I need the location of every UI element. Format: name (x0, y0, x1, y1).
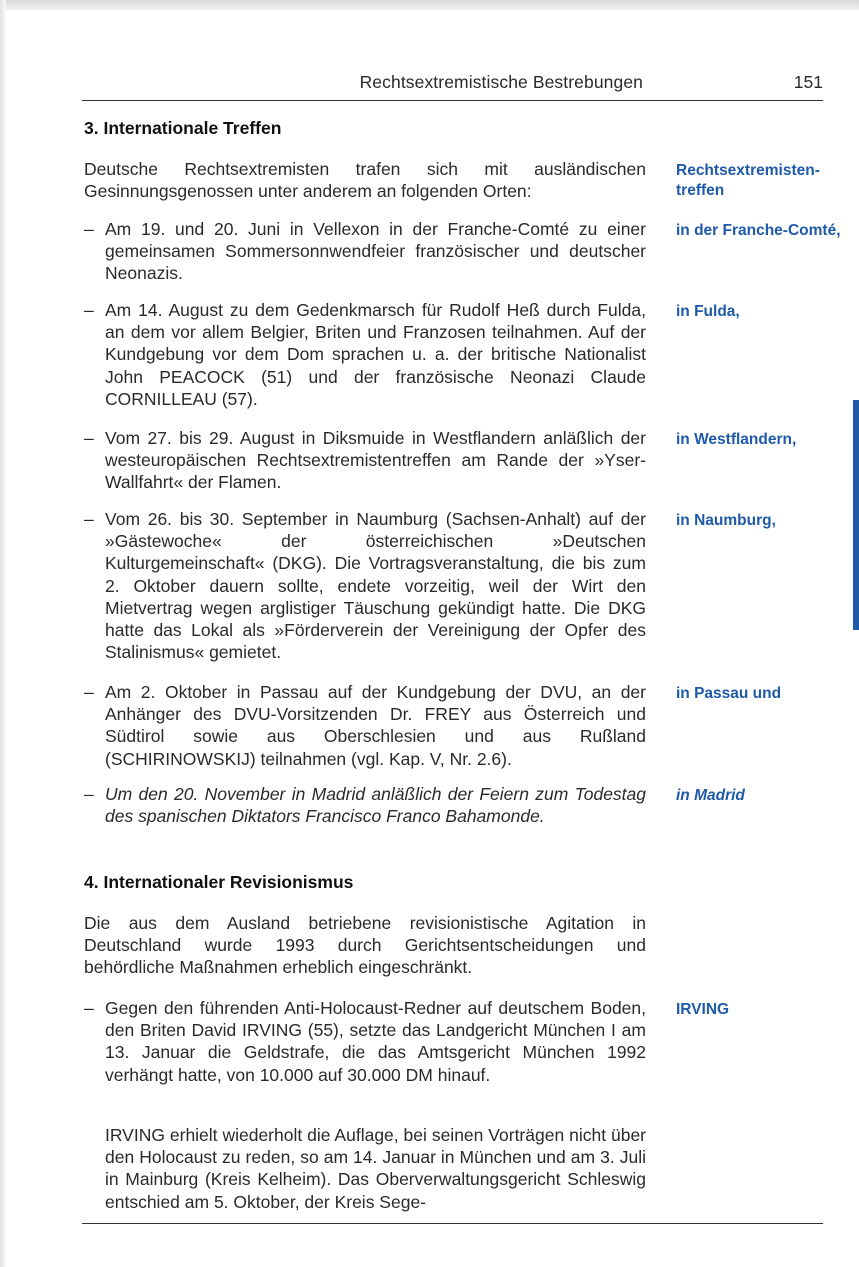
list-dash: – (84, 998, 94, 1018)
list-item (84, 218, 646, 285)
section-4-intro: Die aus dem Ausland betriebene revisionistische Agitation in Deutschland wurde 1993 durch Gerichtsentscheidungen und behördliche Maßnahmen erheblich eingeschränkt. (84, 913, 646, 978)
scan-left-edge (0, 0, 6, 1267)
list-dash: – (84, 509, 94, 529)
margin-note: in Fulda, (676, 303, 740, 320)
section-4-heading: 4. Internationaler Revisionismus (84, 872, 354, 892)
continuation-paragraph: IRVING erhielt wiederholt die Auflage, bei seinen Vorträgen nicht über den Holocaust zu reden, so am 14. Januar in München und am 3. Juli in Mainburg (Kreis Kelheim). Das Oberverwaltungsgericht Schleswig entschied am 5. Oktober, der Kreis Sege- (105, 1125, 646, 1212)
section-3-intro: Deutsche Rechtsextremisten trafen sich mit ausländischen Gesinnungsgenossen unter anderem an folgenden Orten: (84, 159, 646, 202)
list-item (84, 427, 646, 494)
list-item-text: Um den 20. November in Madrid anläßlich der Feiern zum Todestag des spanischen Diktators Francisco Franco Bahamonde. (105, 784, 646, 827)
list-item (84, 681, 646, 770)
list-item-text: Am 2. Oktober in Passau auf der Kundgebung der DVU, an der Anhänger des DVU-Vorsitzenden Dr. FREY aus Österreich und Südtirol sowie aus Oberschlesien und aus Rußland (SCHIRINOWSKIJ) teilnahmen (vgl. Kap. V, Nr. 2.6). (105, 682, 646, 769)
list-dash: – (84, 784, 94, 804)
list-item-text: Am 19. und 20. Juni in Vellexon in der Franche-Comté zu einer gemeinsamen Sommersonnwendfeier französischer und deutscher Neonazis. (105, 219, 646, 284)
side-margin-marker (853, 400, 859, 630)
list-dash: – (84, 682, 94, 702)
margin-note: IRVING (676, 1001, 730, 1018)
running-title: Rechtsextremistische Bestrebungen (359, 72, 643, 92)
list-item (84, 783, 646, 827)
list-item-text (105, 508, 646, 663)
list-item (84, 299, 646, 410)
footer-rule (82, 1223, 823, 1224)
list-item (84, 508, 646, 663)
margin-note: in Passau und (676, 685, 782, 702)
list-item-text-start: Vom 26. bis 30. September in Naumburg (Sachsen-Anhalt) auf der »Gästewoche« der österreichischen »Deutschen Kulturgemeinschaft« (DKG). Die Vortragsveranstaltung, die bis zum 2. Oktober dauern sollte, endete vorzeitig, weil der Wirt den Mietvertrag wegen arglistiger Täuschung gekündigt hatte. Die DKG hatte das Lokal als »Förderverein der Vereinigung der Opfer des Stalinismus« gemietet. (105, 509, 646, 663)
scan-top-edge (0, 0, 859, 10)
list-item-text: Vom 27. bis 29. August in Diksmuide in Westflandern anläßlich der westeuropäischen Rechtsextremistentreffen am Rande der »Yser-Wallfahrt« der Flamen. (105, 428, 646, 493)
list-item-text: Am 14. August zu dem Gedenkmarsch für Rudolf Heß durch Fulda, an dem vor allem Belgier, Briten und Franzosen teilnahmen. Auf der Kundgebung vor dem Dom sprachen u. a. der britische Nationalist John PEACOCK (51) und der französische Neonazi Claude CORNILLEAU (57). (105, 300, 646, 409)
margin-note: in Naumburg, (676, 512, 776, 529)
list-dash: – (84, 300, 94, 320)
list-dash: – (84, 428, 94, 448)
margin-note: in der Franche-Comté, (676, 222, 841, 239)
list-item (84, 997, 646, 1086)
list-item-text: Gegen den führenden Anti-Holocaust-Redner auf deutschem Boden, den Briten David IRVING (55), setzte das Landgericht München I am 13. Januar die Geldstrafe, die das Amtsgericht München 1992 verhängt hatte, von 10.000 auf 30.000 DM hinauf. (105, 998, 646, 1085)
page-header (82, 72, 823, 101)
margin-note-intro: Rechtsextremisten-treffen (676, 162, 820, 199)
section-3-heading: 3. Internationale Treffen (84, 118, 282, 138)
list-dash: – (84, 219, 94, 239)
margin-note: in Madrid (676, 787, 745, 804)
page-number: 151 (793, 72, 823, 92)
margin-note: in Westflandern, (676, 431, 797, 448)
